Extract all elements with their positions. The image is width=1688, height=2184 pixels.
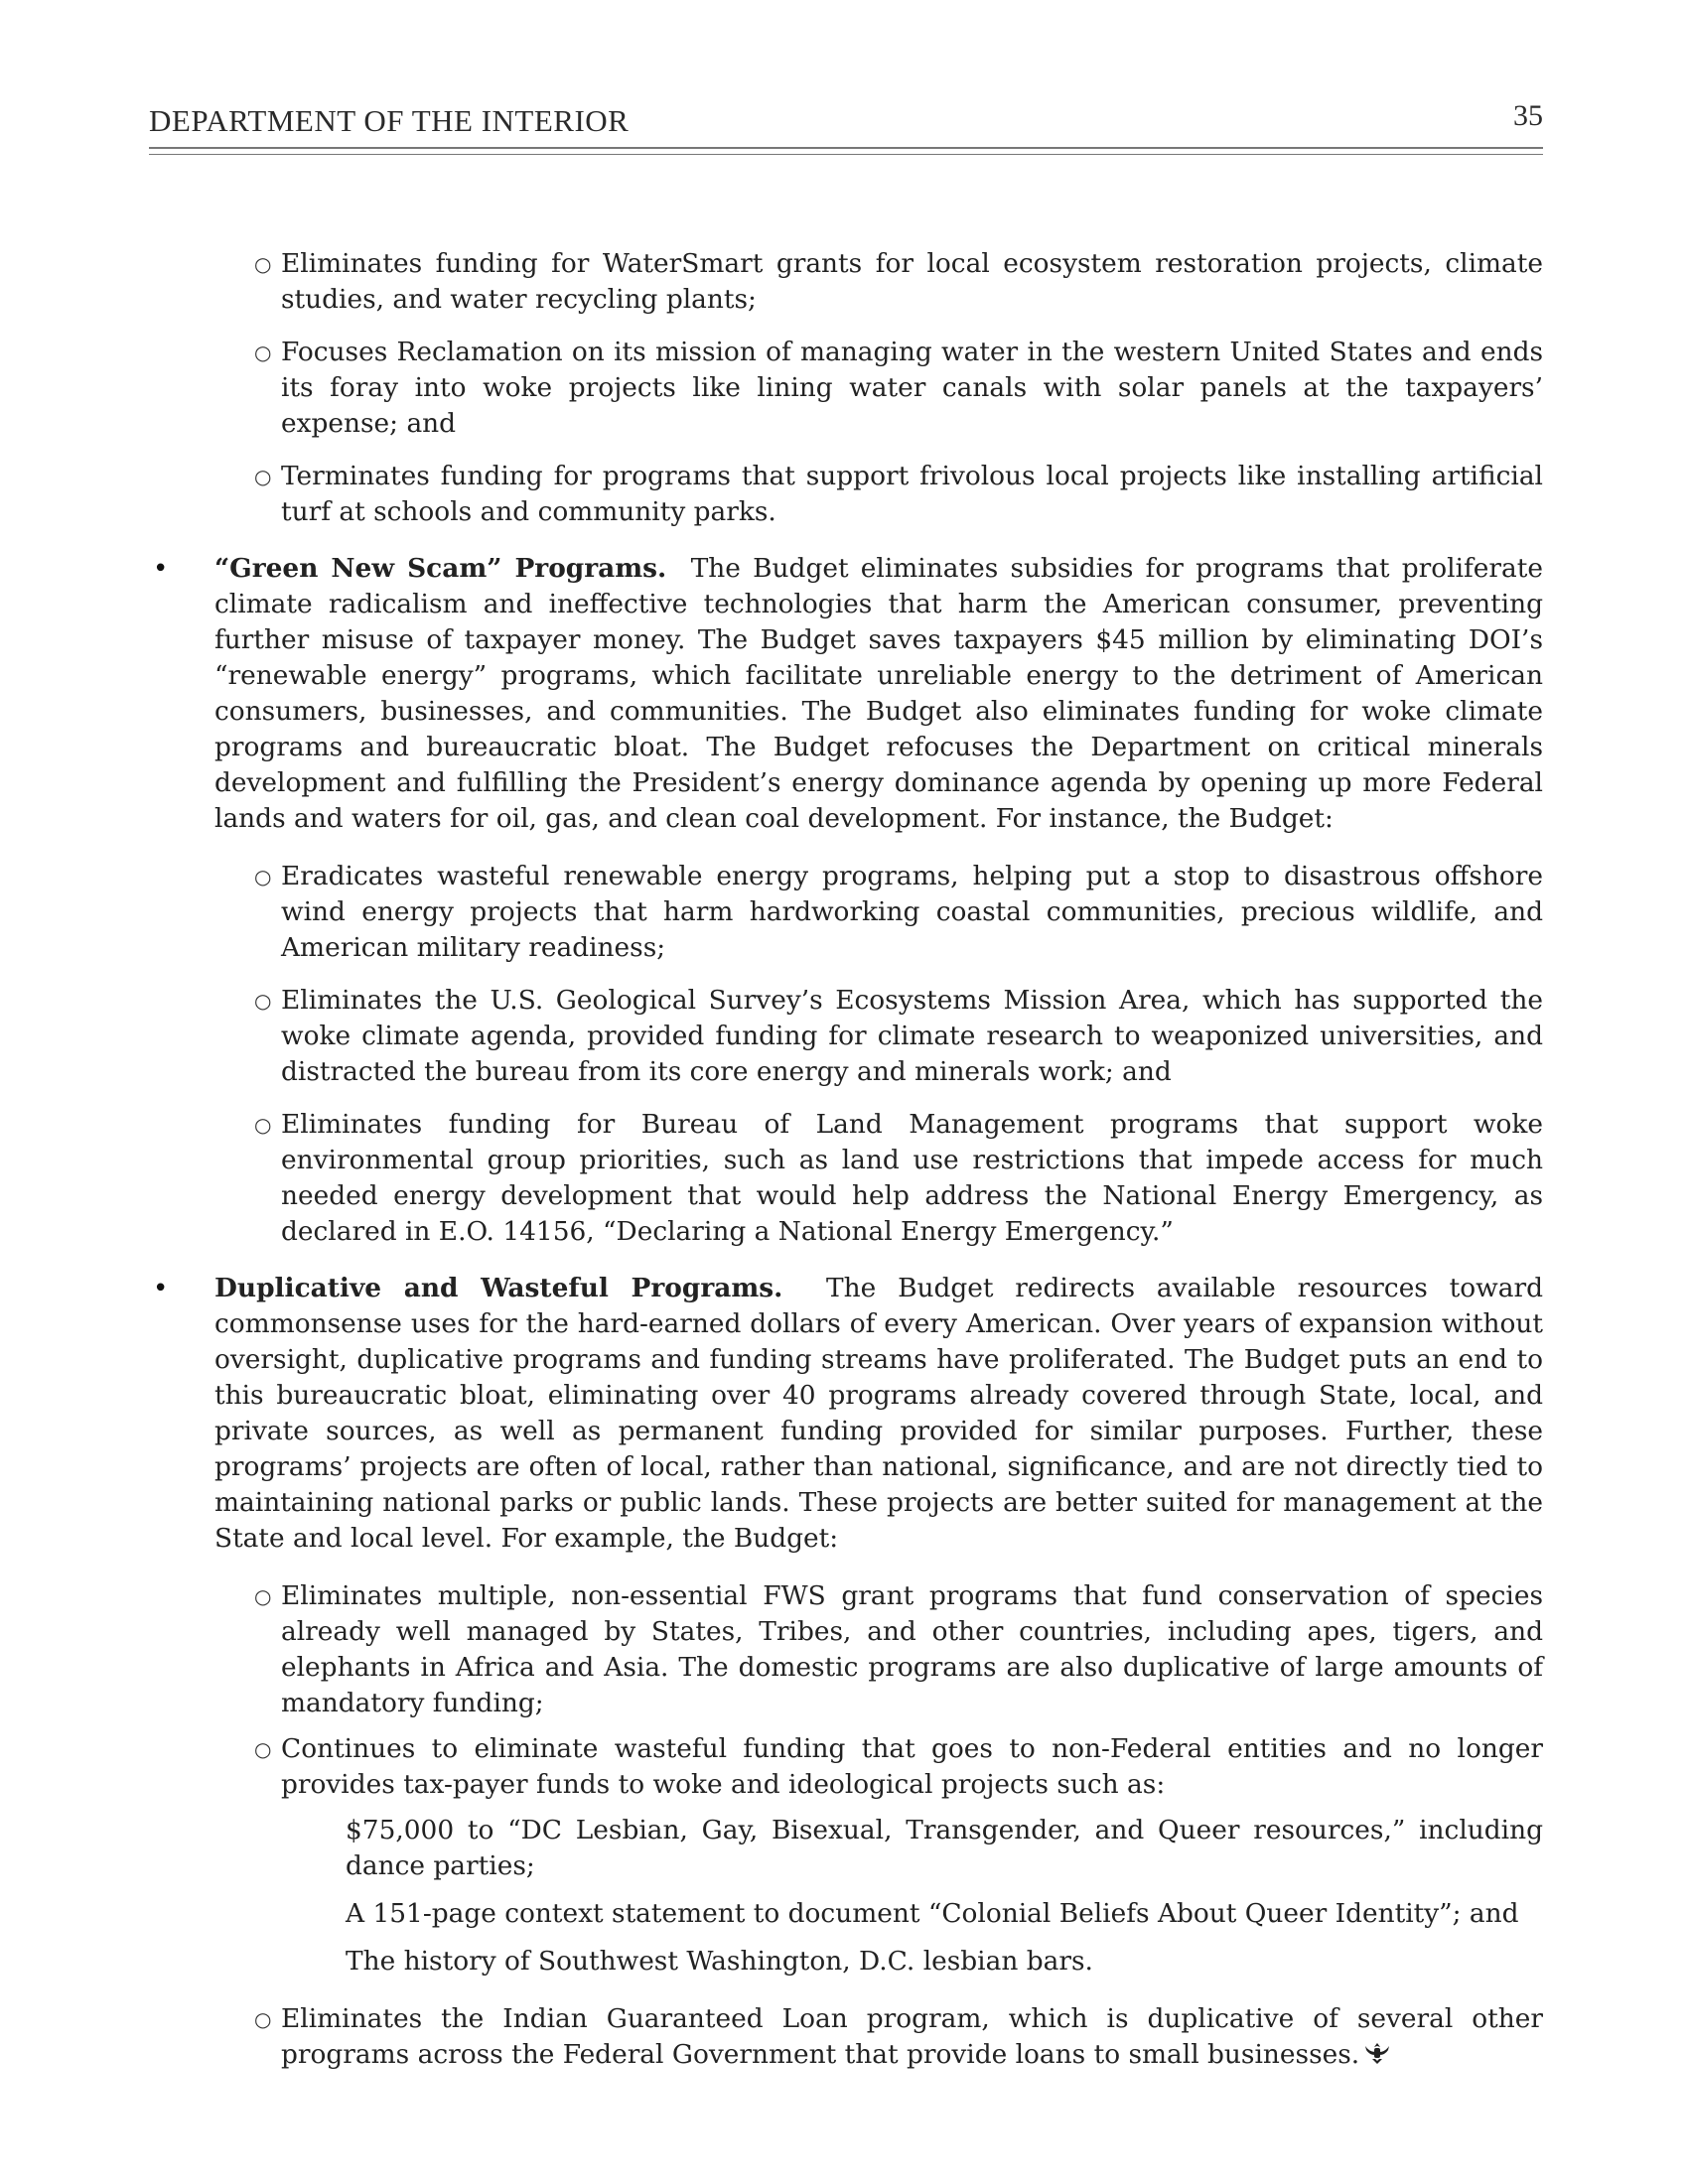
list-item: ○ Eliminates funding for WaterSmart grants for local ecosystem restoration projects, climate studies, and water recycling plants;: [254, 248, 1543, 315]
list-item: ○ Eliminates funding for Bureau of Land Management programs that support woke environmental group priorities, such as land use restrictions that impede access for much needed energy development that would help address the National Energy Emergency, as declared in E.O. 14156, “Declaring a National Energy Emergency.”: [254, 1109, 1543, 1247]
header-title: DEPARTMENT OF THE INTERIOR: [149, 103, 630, 138]
circle-bullet-icon: ○: [254, 252, 272, 276]
list-item: ○ Focuses Reclamation on its mission of managing water in the western United States and ends its foray into woke projects like lining water canals with solar panels at the taxpayers’ expense; and: [254, 337, 1543, 439]
section-green-new-scam: [149, 551, 1543, 837]
header-rule-bottom: [149, 154, 1543, 155]
section-body: The Budget eliminates subsidies for programs that proliferate climate radicalism and ineffective technologies that harm the American consumer, preventing further misuse of taxpayer money. The Budget saves taxpayers $45 million by eliminating DOI’s “renewable energy” programs, which facilitate unreliable energy to the detriment of American consumers, businesses, and communities. The Budget also eliminates funding for woke climate programs and bureaucratic bloat. The Budget refocuses the Department on critical minerals development and fulfilling the President’s energy dominance agenda by opening up more Federal lands and waters for oil, gas, and clean coal development. For instance, the Budget:: [214, 553, 1543, 834]
list-item: ○ Eliminates multiple, non-essential FWS grant programs that fund conservation of species already well managed by States, Tribes, and other countries, including apes, tigers, and elephants in Africa and Asia. The domestic programs are also duplicative of large amounts of mandatory funding;: [254, 1580, 1543, 1718]
eagle-seal-icon: [1363, 2040, 1391, 2066]
body-text: [149, 246, 1543, 2090]
list-item: ○ Continues to eliminate wasteful funding that goes to non-Federal entities and no longer provides tax-payer funds to woke and ideological projects such as:: [254, 1733, 1543, 1800]
circle-bullet-icon: ○: [254, 1113, 272, 1137]
circle-bullet-icon: ○: [254, 341, 272, 364]
circle-bullet-icon: ○: [254, 1584, 272, 1608]
circle-bullet-icon: ○: [254, 865, 272, 888]
list-item: ○ Eliminates the U.S. Geological Survey’s Ecosystems Mission Area, which has supported the woke climate agenda, provided funding for climate research to weaponized universities, and distracted the bureau from its core energy and minerals work; and: [254, 985, 1543, 1087]
circle-bullet-icon: ○: [254, 465, 272, 488]
section-duplicative-wasteful: [149, 1271, 1543, 1557]
list-item: ○ Terminates funding for programs that support frivolous local projects like installing artificial turf at schools and community parks.: [254, 461, 1543, 527]
section-body: The Budget redirects available resources toward commonsense uses for the hard-earned dollars of every American. Over years of expansion without oversight, duplicative programs and funding streams have proliferated. The Budget puts an end to this bureaucratic bloat, eliminating over 40 programs already covered through State, local, and private sources, as well as permanent funding provided for similar purposes. Further, these programs’ projects are often of local, rather than national, significance, and are not directly tied to maintaining national parks or public lands. These projects are better suited for management at the State and local level. For example, the Budget:: [214, 1273, 1544, 1554]
circle-bullet-icon: ○: [254, 989, 272, 1013]
bullet-icon: •: [153, 1274, 169, 1303]
nested-list-item: The history of Southwest Washington, D.C. lesbian bars.: [346, 1946, 1093, 1977]
page-number: 35: [1513, 99, 1543, 132]
circle-bullet-icon: ○: [254, 1737, 272, 1761]
list-item: ○ Eradicates wasteful renewable energy programs, helping put a stop to disastrous offshore wind energy projects that harm hardworking coastal communities, precious wildlife, and American military readiness;: [254, 861, 1543, 963]
bullet-icon: •: [153, 554, 169, 584]
nested-list-item: A 151-page context statement to document “Colonial Beliefs About Queer Identity”; and: [346, 1898, 1519, 1929]
circle-bullet-icon: ○: [254, 2007, 272, 2031]
header-rule-top: [149, 147, 1543, 149]
list-item: ○ Eliminates the Indian Guaranteed Loan program, which is duplicative of several other programs across the Federal Government that provide loans to small businesses.: [254, 2003, 1543, 2070]
nested-list-item: $75,000 to “DC Lesbian, Gay, Bisexual, Transgender, and Queer resources,” including dance parties;: [346, 1815, 1543, 1881]
section-heading: Duplicative and Wasteful Programs.: [214, 1273, 783, 1303]
section-heading: “Green New Scam” Programs.: [214, 553, 667, 584]
